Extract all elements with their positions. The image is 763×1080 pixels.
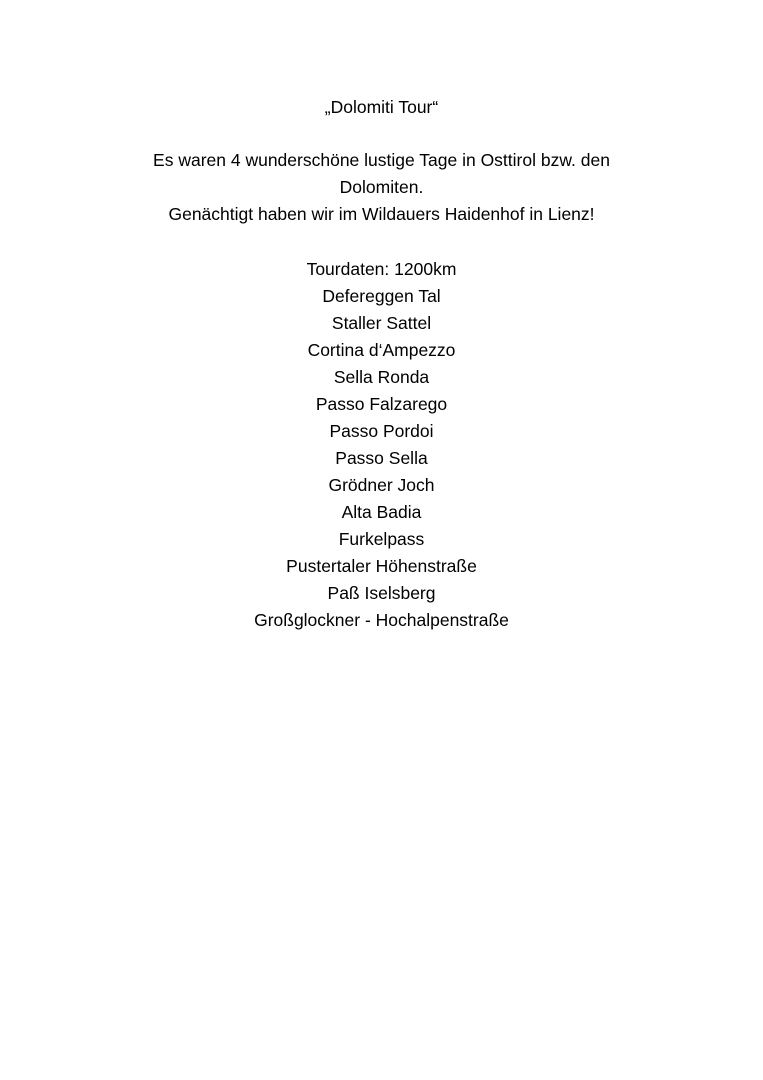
tour-stop: Grödner Joch [328,475,435,495]
intro-line: Dolomiten. [339,177,424,197]
tour-stop: Pustertaler Höhenstraße [286,556,477,576]
tour-stop: Passo Pordoi [329,421,434,441]
tour-stop: Staller Sattel [331,313,432,333]
intro-line: Genächtigt haben wir im Wildauers Haidenhof in Lienz! [168,204,595,224]
intro-paragraph [0,147,763,228]
tour-stop: Passo Sella [335,448,428,468]
document-title: „Dolomiti Tour“ [324,97,439,117]
tour-stop: Cortina d‘Ampezzo [307,340,456,360]
tour-stop: Sella Ronda [333,367,430,387]
intro-line: Es waren 4 wunderschöne lustige Tage in Osttirol bzw. den [153,150,610,170]
tour-stop: Furkelpass [338,529,425,549]
tour-stop: Großglockner - Hochalpenstraße [254,610,509,630]
tour-stop: Defereggen Tal [322,286,441,306]
tour-stop: Paß Iselsberg [327,583,436,603]
tour-stop: Passo Falzarego [315,394,448,414]
tour-heading: Tourdaten: 1200km [306,259,457,279]
tour-list [0,256,763,634]
tour-stop: Alta Badia [341,502,422,522]
